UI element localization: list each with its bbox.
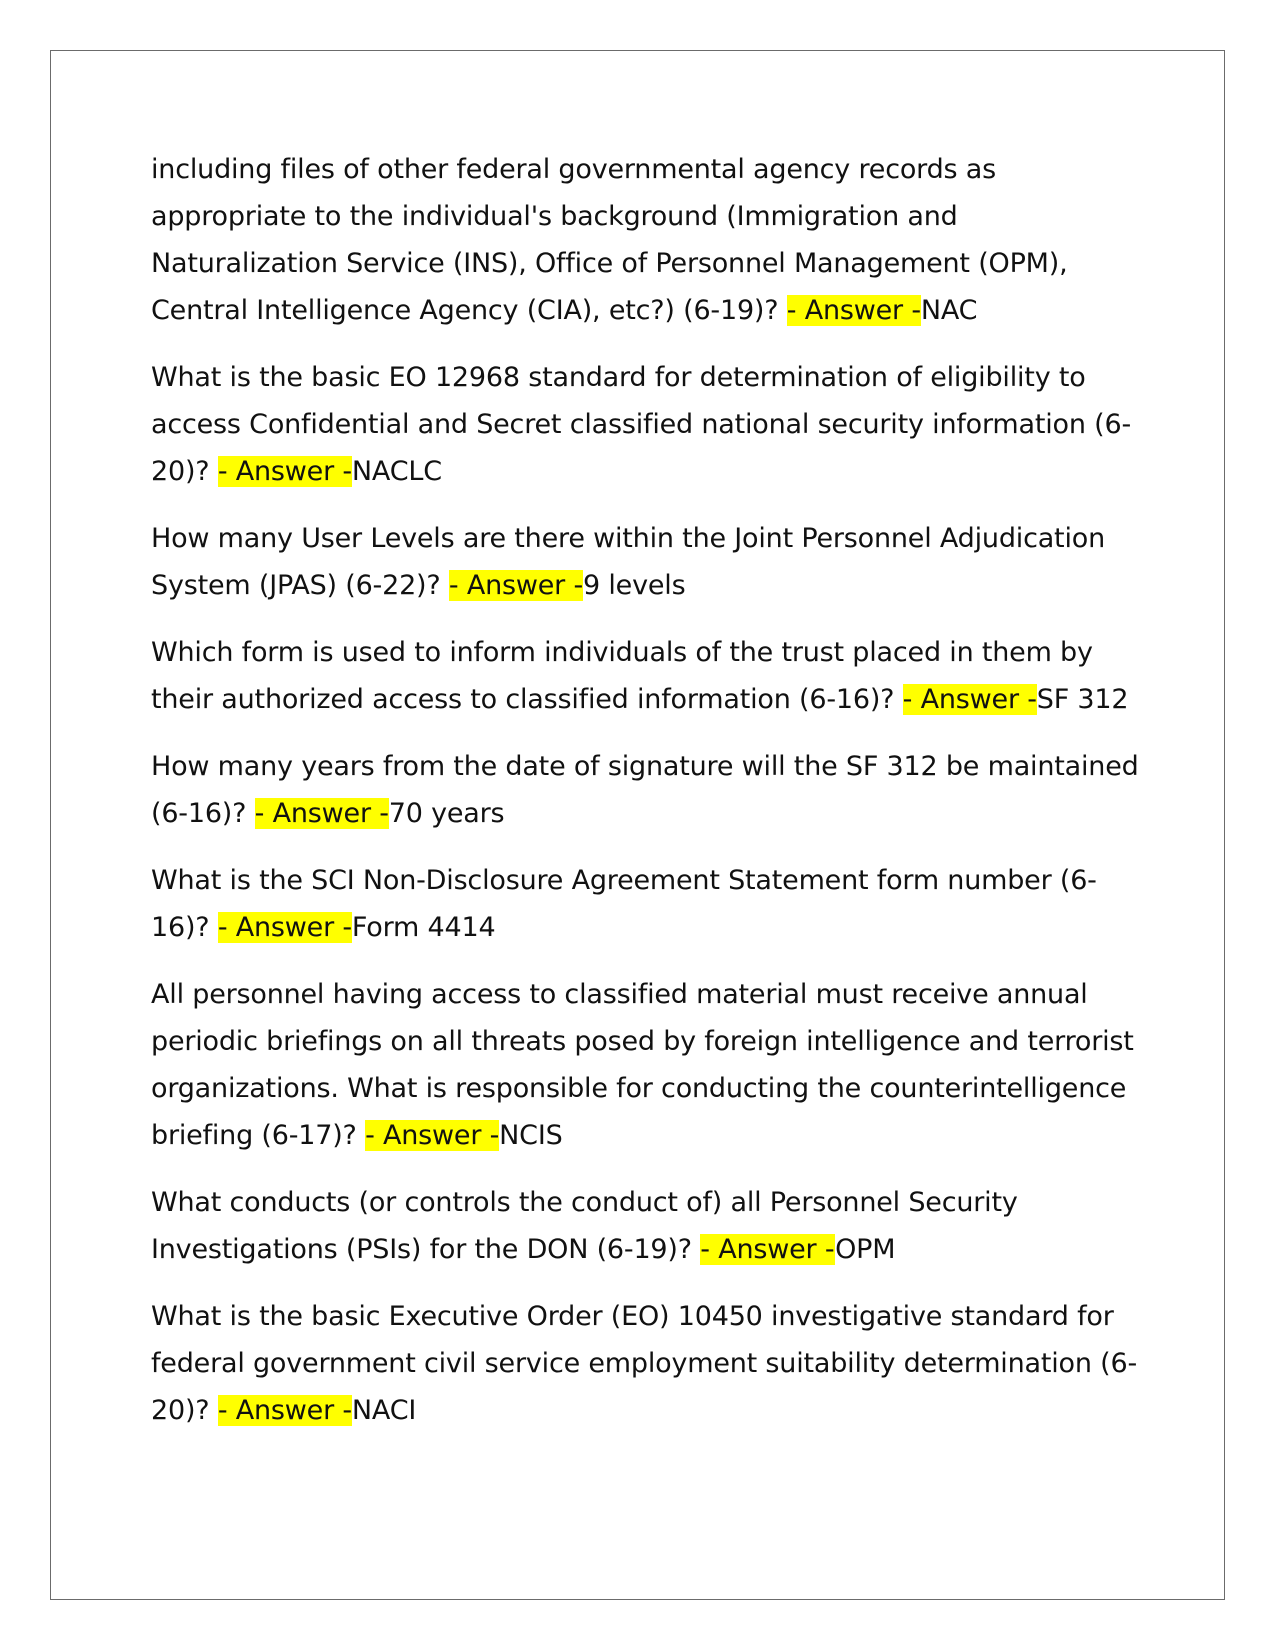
qa-entry: [151, 354, 1151, 495]
qa-entry: [151, 857, 1151, 951]
qa-entry: [151, 971, 1151, 1159]
question-text: What conducts (or controls the conduct of) all Personnel Security Investigations (PSIs) for the DON (6-19)?: [151, 1187, 1018, 1265]
answer-text: NACLC: [351, 456, 442, 487]
answer-text: NAC: [920, 295, 978, 326]
answer-marker: - Answer -: [448, 570, 584, 601]
answer-text: 70 years: [388, 798, 505, 829]
answer-text: NACI: [351, 1395, 417, 1426]
answer-text: Form 4414: [351, 912, 496, 943]
answer-marker: - Answer -: [217, 912, 352, 943]
question-text: What is the basic Executive Order (EO) 10450 investigative standard for federal government civil service employment suitability determination (6-20)?: [151, 1301, 1138, 1426]
answer-marker: - Answer -: [786, 295, 921, 326]
qa-entry: [151, 629, 1151, 723]
qa-entry: [151, 743, 1151, 837]
answer-marker: - Answer -: [254, 798, 389, 829]
qa-entry: [151, 1179, 1151, 1273]
answer-text: SF 312: [1036, 684, 1129, 715]
question-text: What is the basic EO 12968 standard for determination of eligibility to access Confidential and Secret classified national security information (6-20)?: [151, 362, 1132, 487]
question-text: Which form is used to inform individuals of the trust placed in them by their authorized access to classified information (6-16)?: [151, 637, 1093, 715]
question-text: All personnel having access to classified material must receive annual periodic briefings on all threats posed by foreign intelligence and terrorist organizations. What is responsible for conducting the counterintelligence briefing (6-17)?: [151, 979, 1134, 1151]
qa-entry: [151, 515, 1151, 609]
question-text: How many User Levels are there within the Joint Personnel Adjudication System (JPAS) (6-22)?: [151, 523, 1105, 601]
answer-text: 9 levels: [583, 570, 686, 601]
document-body: [151, 146, 1151, 1454]
question-text: How many years from the date of signature will the SF 312 be maintained (6-16)?: [151, 751, 1139, 829]
answer-marker: - Answer -: [902, 684, 1037, 715]
qa-entry: [151, 1293, 1151, 1434]
answer-marker: - Answer -: [217, 1395, 352, 1426]
answer-text: NCIS: [499, 1120, 563, 1151]
answer-marker: - Answer -: [217, 456, 352, 487]
qa-entry: [151, 146, 1151, 334]
answer-text: OPM: [835, 1234, 896, 1265]
answer-marker: - Answer -: [365, 1120, 500, 1151]
question-text: What is the SCI Non-Disclosure Agreement Statement form number (6-16)?: [151, 865, 1097, 943]
answer-marker: - Answer -: [700, 1234, 836, 1265]
question-text: including files of other federal governmental agency records as appropriate to the individual's background (Immigration and Naturalization Service (INS), Office of Personnel Management (OPM), Central Intelligence Agency (CIA), etc?) (6-19)?: [151, 154, 1068, 326]
